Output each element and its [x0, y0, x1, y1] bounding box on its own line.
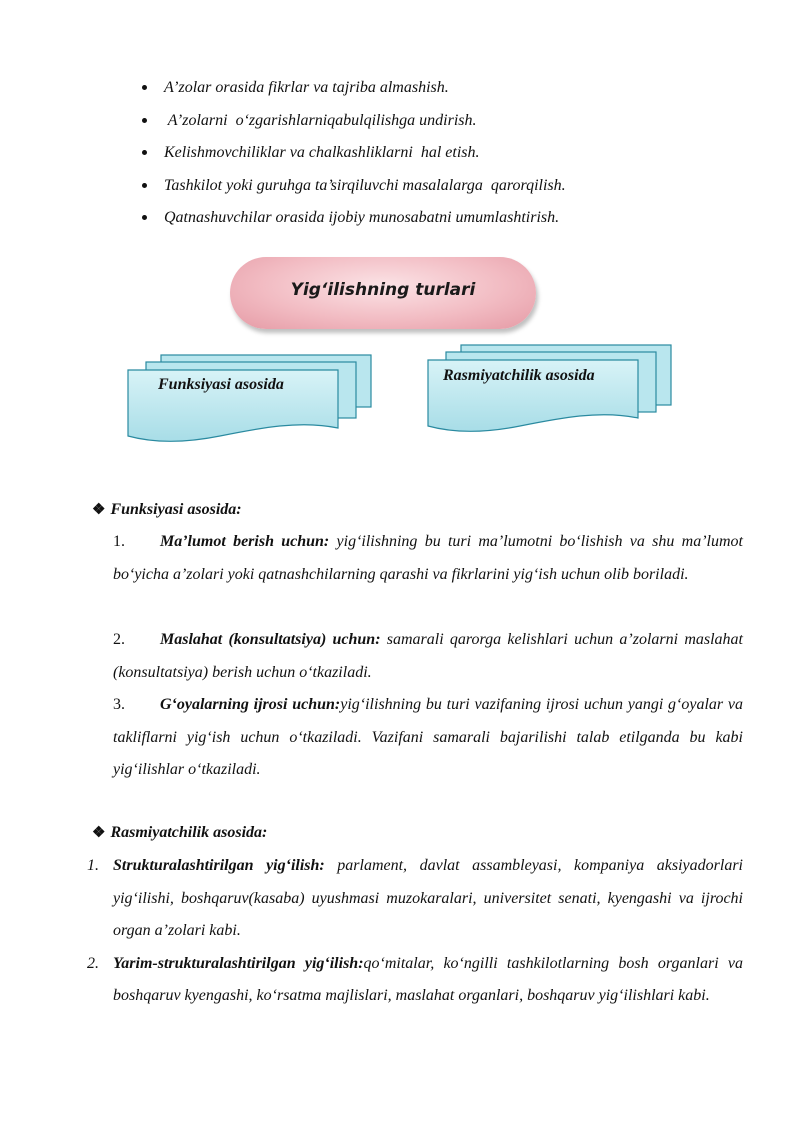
bullet-text: Qatnashuvchilar orasida ijobiy munosabatni umumlashtirish.	[164, 209, 560, 226]
bullet-text: A’zolar orasida fikrlar va tajriba almashish.	[164, 79, 449, 96]
item-number: 2.	[87, 954, 99, 972]
bullet-text: Tashkilot yoki guruhga ta’sirqiluvchi masalalarga qarorqilish.	[164, 176, 566, 194]
numbered-paragraph	[113, 689, 743, 787]
numbered-paragraph	[113, 526, 743, 591]
numbered-paragraph	[113, 624, 743, 689]
item-number: 3.	[113, 696, 125, 713]
bullet-icon	[142, 215, 147, 220]
item-text: yig‘ilishning bu turi ma’lumotni bo‘lishish va shu ma’lumot bo‘yicha a’zolari yoki qatnashchilarning qarashi va fikrlarini yig‘ish uchun olib boriladi.	[113, 533, 743, 583]
item-text: qo‘mitalar, ko‘ngilli tashkilotlarning bosh organlari va boshqaruv kyengashi, ko‘rsatma majlislari, maslahat organlari, boshqaruv yig‘ilishlari kabi.	[113, 954, 743, 1004]
bullet-text: A’zolarni o‘zgarishlarniqabulqilishga undirish.	[164, 111, 477, 129]
diagram-title: Yig‘ilishning turlari	[290, 280, 476, 300]
bullet-icon	[142, 183, 147, 188]
purpose-bullet-list	[140, 74, 740, 237]
diamond-bullet-icon: ❖	[92, 502, 106, 518]
bullet-text: Kelishmovchiliklar va chalkashliklarni hal etish.	[164, 144, 480, 161]
section-heading: ❖ Rasmiyatchilik asosida:	[92, 824, 268, 841]
diamond-bullet-icon: ❖	[92, 825, 106, 841]
item-term: G‘oyalarning ijrosi uchun:	[160, 696, 341, 713]
right-box-label: Rasmiyatchilik asosida	[443, 367, 595, 384]
item-term: Ma’lumot berish uchun:	[160, 533, 330, 550]
item-text: parlament, davlat assambleyasi, kompaniya aksiyadorlari yig‘ilishi, boshqaruv(kasaba) uyushmasi muzokaralari, universitet senati, kyengashi va ijrochi organ a’zolari kabi.	[113, 857, 743, 939]
bullet-item	[140, 172, 740, 205]
left-box-label: Funksiyasi asosida	[158, 376, 284, 393]
item-number: 1.	[87, 857, 99, 874]
item-text: samarali qarorga kelishlari uchun a’zolarni maslahat (konsultatsiya) berish uchun o‘tkaziladi.	[113, 631, 743, 681]
list-item	[87, 850, 743, 948]
item-term: Strukturalashtirilgan yig‘ilish:	[113, 857, 325, 874]
left-document-stack-shape	[120, 350, 380, 450]
bullet-icon	[142, 85, 147, 90]
bullet-item	[140, 204, 740, 237]
item-number: 2.	[113, 631, 125, 648]
bullet-icon	[142, 150, 147, 155]
item-number: 1.	[113, 533, 125, 550]
bullet-item	[140, 74, 740, 107]
diagram-title-box	[230, 257, 536, 329]
right-document-stack-shape	[420, 338, 680, 438]
bullet-icon	[142, 118, 147, 123]
ordered-list	[87, 850, 743, 1013]
item-term: Yarim-strukturalashtirilgan yig‘ilish:	[113, 954, 364, 972]
bullet-item	[140, 107, 740, 140]
bullet-item	[140, 139, 740, 172]
list-item	[87, 948, 743, 1013]
item-term: Maslahat (konsultatsiya) uchun:	[160, 631, 381, 648]
item-text: yig‘ilishning bu turi vazifaning ijrosi uchun yangi g‘oyalar va takliflarni yig‘ish uchun o‘tkaziladi. Vazifani samarali bajarilishi talab etilganda bu kabi yig‘ilishlar o‘tkaziladi.	[113, 696, 743, 778]
section-heading: ❖ Funksiyasi asosida:	[92, 501, 242, 518]
